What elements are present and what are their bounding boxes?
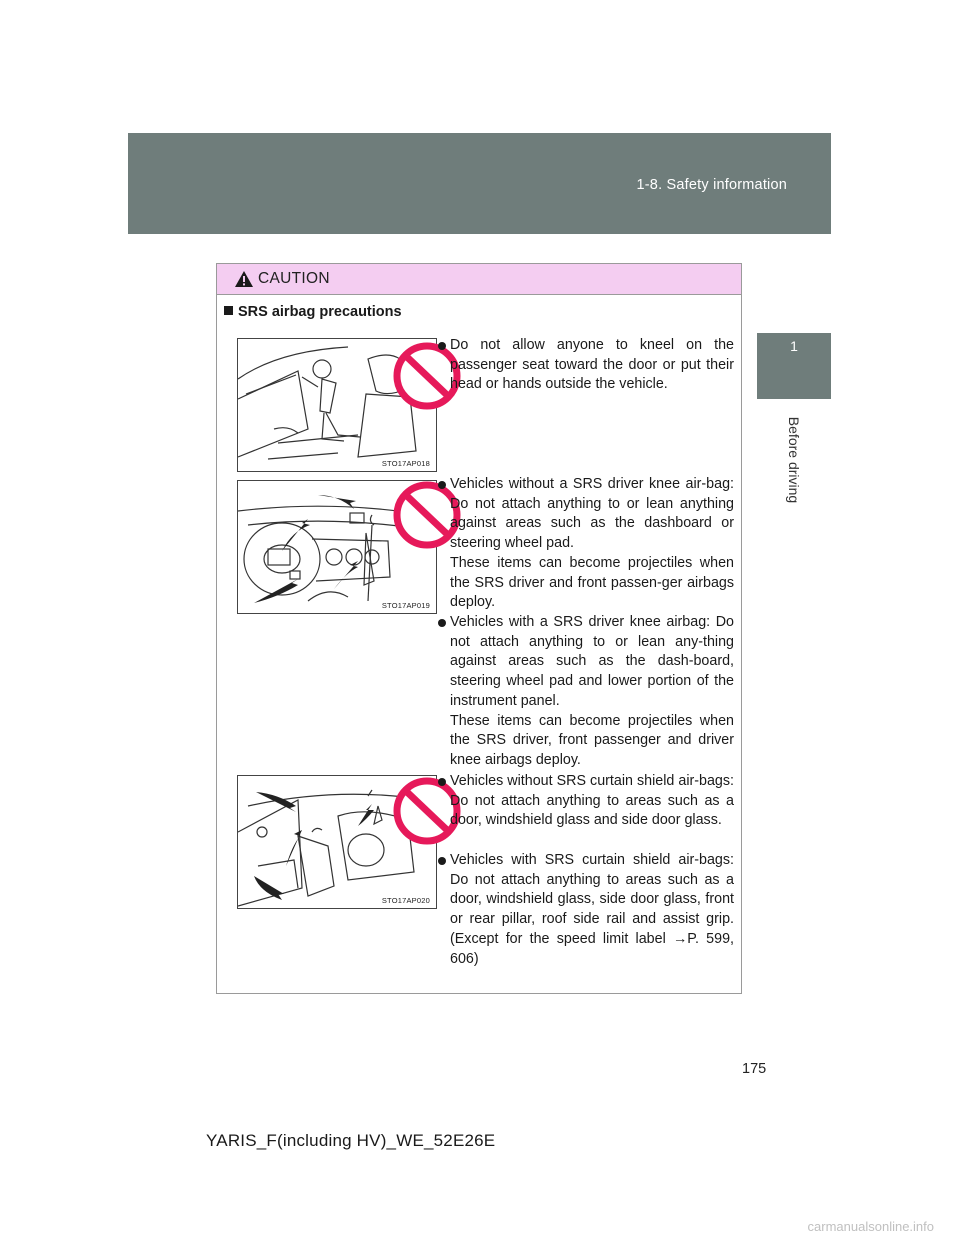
watermark: carmanualsonline.info [807, 1219, 934, 1234]
square-bullet-icon [224, 306, 233, 315]
footer-doc-code: YARIS_F(including HV)_WE_52E26E [206, 1131, 496, 1150]
chapter-name: Before driving [786, 416, 803, 504]
caution-item [450, 772, 734, 831]
caution-item [450, 851, 734, 969]
page-number: 175 [742, 1061, 767, 1077]
bullet-icon [438, 619, 446, 627]
warning-triangle-icon [234, 270, 254, 288]
caution-box [216, 263, 742, 994]
caution-heading-text: SRS airbag precautions [238, 304, 402, 320]
figure-code: STO17AP018 [381, 459, 430, 468]
caution-title: CAUTION [258, 270, 330, 287]
caution-item [450, 336, 734, 395]
caution-header [217, 264, 741, 295]
header-bar [128, 133, 831, 234]
bullet-icon [438, 342, 446, 350]
bullet-icon [438, 778, 446, 786]
caution-heading [224, 304, 402, 320]
figure-code: STO17AP020 [381, 896, 430, 905]
caution-item-text: Vehicles without SRS curtain shield air-bags: Do not attach anything to areas such as a door, windshield glass and side door glass. [450, 773, 734, 829]
caution-item-text: Vehicles with a SRS driver knee airbag: Do not attach anything to or lean any-thing against areas such as the dash-board, steering wheel pad and lower portion of the instrument panel. [450, 614, 734, 709]
caution-item [450, 613, 734, 771]
bullet-icon [438, 857, 446, 865]
bullet-icon [438, 481, 446, 489]
caution-item-text: Vehicles with SRS curtain shield air-bags: Do not attach anything to areas such as a door, windshield glass, side door glass, front or rear pillar, roof side rail and assist grip. (Except for the speed limit label →P. 599, 606) [450, 852, 734, 967]
chapter-name-vertical [766, 400, 822, 520]
chapter-number: 1 [790, 338, 798, 354]
section-title: 1-8. Safety information [636, 177, 787, 193]
caution-item-note: These items can become projectiles when the SRS driver and front passen-ger airbags deploy. [450, 554, 734, 611]
caution-item-text: Vehicles without a SRS driver knee air-bag: Do not attach anything to or lean anything against areas such as the dashboard or steering wheel pad. [450, 476, 734, 552]
caution-item-text: Do not allow anyone to kneel on the passenger seat toward the door or put their head or hands outside the vehicle. [450, 337, 734, 393]
figure-code: STO17AP019 [381, 601, 430, 610]
caution-item-note: These items can become projectiles when the SRS driver, front passenger and driver knee airbags deploy. [450, 712, 734, 768]
chapter-tab [757, 333, 831, 399]
caution-item [450, 475, 734, 613]
